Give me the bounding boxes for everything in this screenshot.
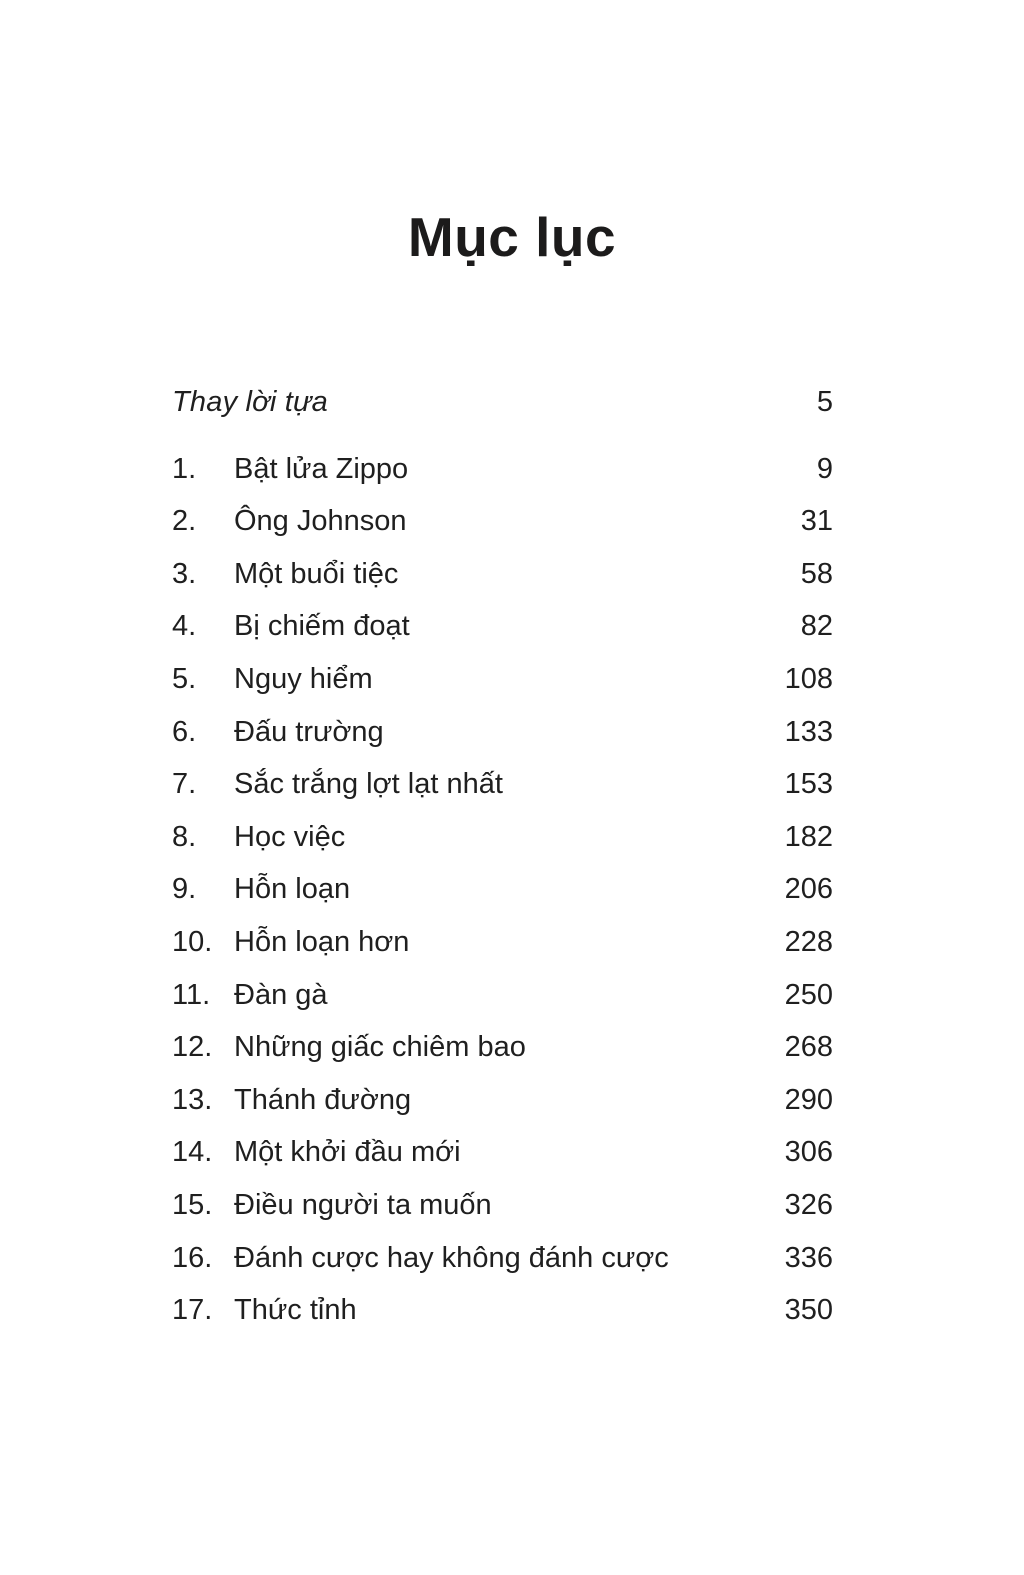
toc-entry-row [172,600,833,653]
chapter-title: Ông Johnson [234,505,407,538]
toc-entry-row [172,495,833,548]
chapter-number: 16. [172,1241,213,1274]
toc-entry-row [172,548,833,601]
toc-entry-row [172,969,833,1022]
chapter-number: 4. [172,610,197,643]
toc-entries [172,443,833,1337]
chapter-title: Sắc trắng lợt lạt nhất [234,768,503,801]
toc-entry-row [172,1021,833,1074]
toc-list [172,376,833,1337]
chapter-page-number: 306 [784,1136,833,1169]
chapter-number: 2. [172,505,197,538]
toc-entry-row [172,653,833,706]
chapter-title: Đánh cược hay không đánh cược [234,1241,669,1274]
chapter-title: Những giấc chiêm bao [234,1031,526,1064]
chapter-number: 8. [172,820,197,853]
chapter-page-number: 133 [784,715,833,748]
chapter-title: Hỗn loạn hơn [234,925,410,958]
chapter-title: Đấu trường [234,715,384,748]
chapter-page-number: 182 [784,820,833,853]
chapter-page-number: 153 [784,768,833,801]
toc-entry-row [172,706,833,759]
chapter-number: 12. [172,1031,213,1064]
chapter-title: Bật lửa Zippo [234,452,409,485]
preface-page-number: 5 [816,386,833,418]
chapter-page-number: 31 [800,505,833,538]
chapter-number: 13. [172,1083,213,1116]
toc-preface-row [172,376,833,429]
toc-entry-row [172,443,833,496]
chapter-page-number: 58 [800,557,833,590]
chapter-number: 14. [172,1136,213,1169]
toc-entry-row [172,1232,833,1285]
preface-label: Thay lời tựa [172,386,328,418]
chapter-number: 11. [172,978,211,1011]
chapter-title: Học việc [234,820,346,853]
chapter-title: Thức tỉnh [234,1294,357,1327]
chapter-page-number: 228 [784,925,833,958]
chapter-page-number: 290 [784,1083,833,1116]
chapter-title: Thánh đường [234,1083,412,1116]
chapter-page-number: 82 [800,610,833,643]
chapter-page-number: 206 [784,873,833,906]
chapter-number: 10. [172,925,213,958]
chapter-page-number: 268 [784,1031,833,1064]
chapter-title: Hỗn loạn [234,873,351,906]
chapter-page-number: 108 [784,662,833,695]
chapter-number: 9. [172,873,197,906]
chapter-number: 15. [172,1188,213,1221]
toc-entry-row [172,1126,833,1179]
toc-entry-row [172,811,833,864]
chapter-title: Điều người ta muốn [234,1188,492,1221]
chapter-title: Đàn gà [234,978,328,1011]
toc-entry-row [172,1179,833,1232]
chapter-title: Một buổi tiệc [234,557,399,590]
chapter-page-number: 336 [784,1241,833,1274]
page-title: Mục lục [407,206,617,268]
chapter-number: 5. [172,662,197,695]
chapter-page-number: 326 [784,1188,833,1221]
toc-entry-row [172,1074,833,1127]
toc-entry-row [172,863,833,916]
chapter-number: 1. [172,452,197,485]
chapter-number: 6. [172,715,197,748]
toc-entry-row [172,758,833,811]
chapter-number: 7. [172,768,197,801]
chapter-page-number: 9 [816,452,833,485]
chapter-page-number: 350 [784,1294,833,1327]
chapter-title: Một khởi đầu mới [234,1136,461,1169]
toc-entry-row [172,916,833,969]
chapter-title: Bị chiếm đoạt [234,610,410,643]
chapter-title: Nguy hiểm [234,662,373,695]
chapter-number: 17. [172,1294,213,1327]
toc-entry-row [172,1284,833,1337]
chapter-page-number: 250 [784,978,833,1011]
chapter-number: 3. [172,557,197,590]
